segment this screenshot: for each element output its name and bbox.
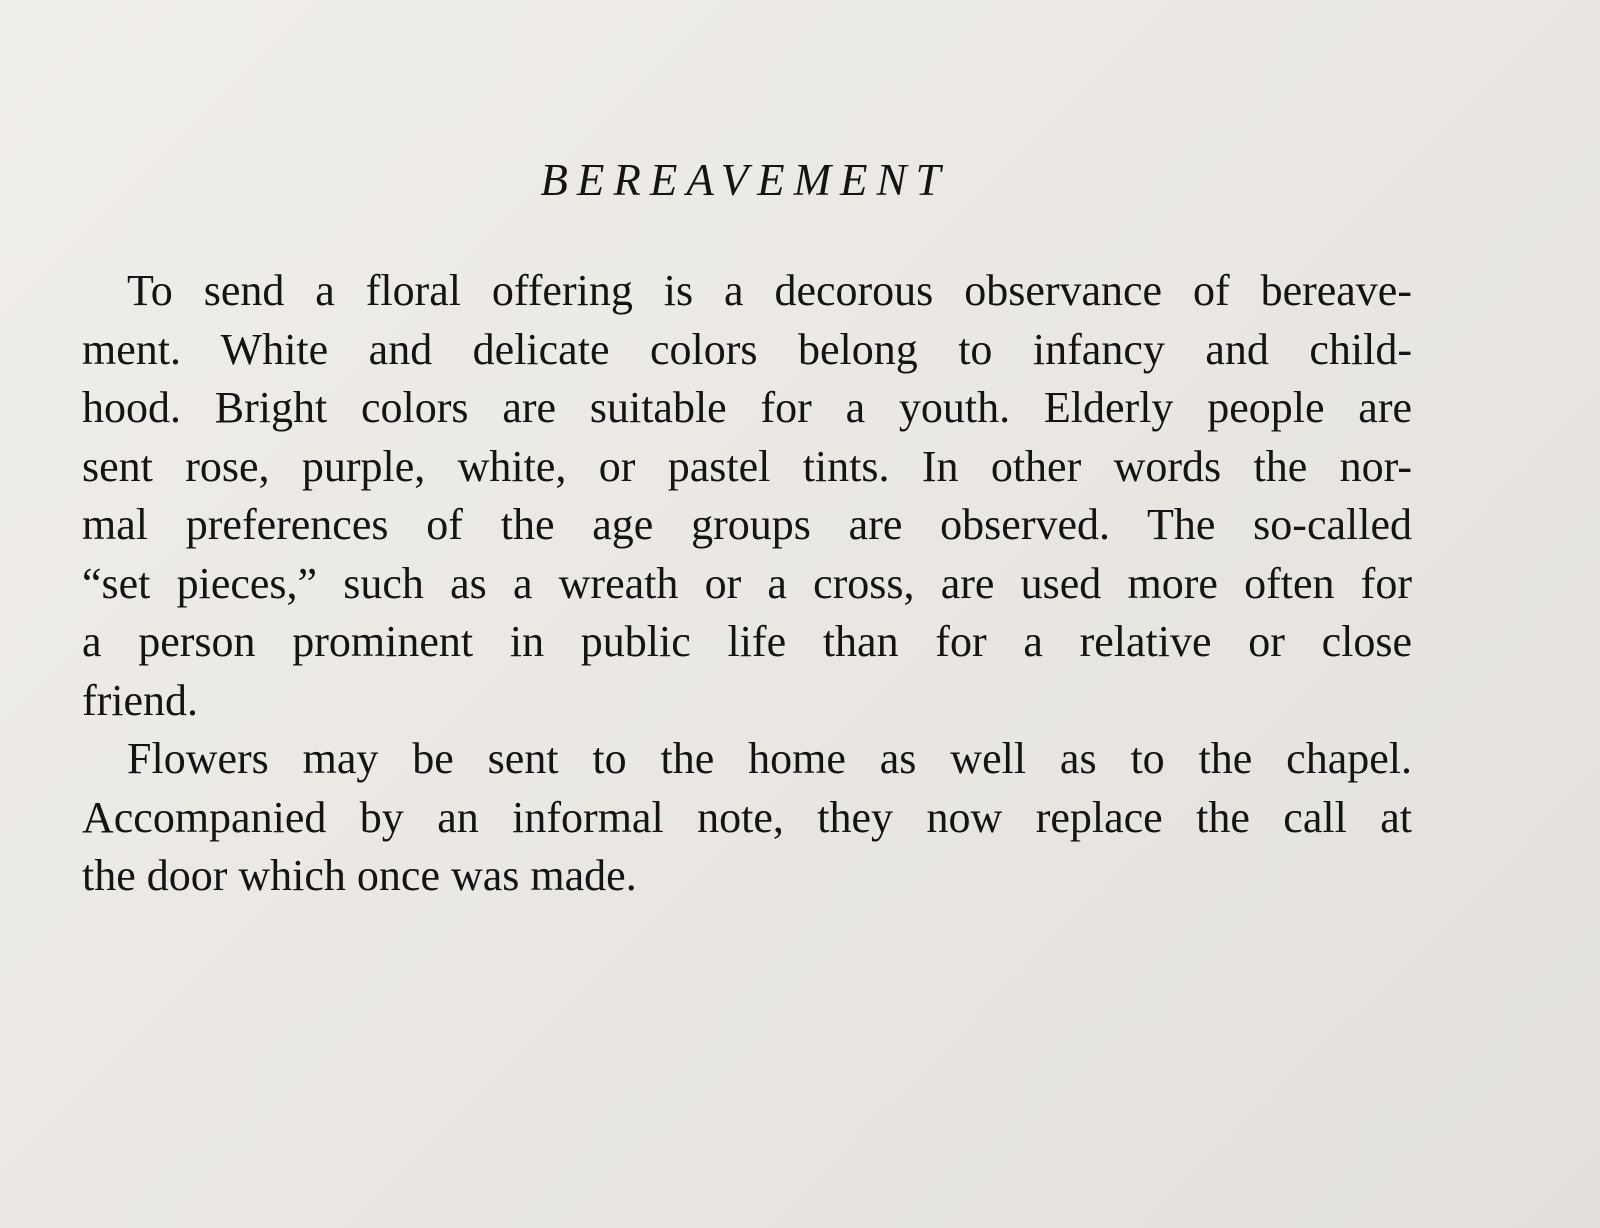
text-line: hood. Bright colors are suitable for a youth. Elderly people are <box>82 383 1412 432</box>
text-line: sent rose, purple, white, or pastel tints. In other words the nor- <box>82 441 1412 491</box>
paragraph-2 <box>82 730 1412 906</box>
text-line: ment. White and delicate colors belong to infancy and child- <box>82 324 1412 374</box>
paragraph-1 <box>82 262 1412 730</box>
text-line: a person prominent in public life than for a relative or close <box>82 617 1412 666</box>
body-text <box>82 262 1412 906</box>
text-line: To send a floral offering is a decorous observance of bereave- <box>127 266 1412 315</box>
text-line: Flowers may be sent to the home as well as to the chapel. <box>127 734 1412 783</box>
text-line: Accompanied by an informal note, they now replace the call at <box>82 792 1412 842</box>
text-line: the door which once was made. <box>82 851 637 900</box>
text-line: mal preferences of the age groups are observed. The so-called <box>82 500 1412 549</box>
text-line: friend. <box>82 675 199 725</box>
section-heading: BEREAVEMENT <box>540 155 950 205</box>
text-line: “set pieces,” such as a wreath or a cross, are used more often for <box>82 558 1412 608</box>
